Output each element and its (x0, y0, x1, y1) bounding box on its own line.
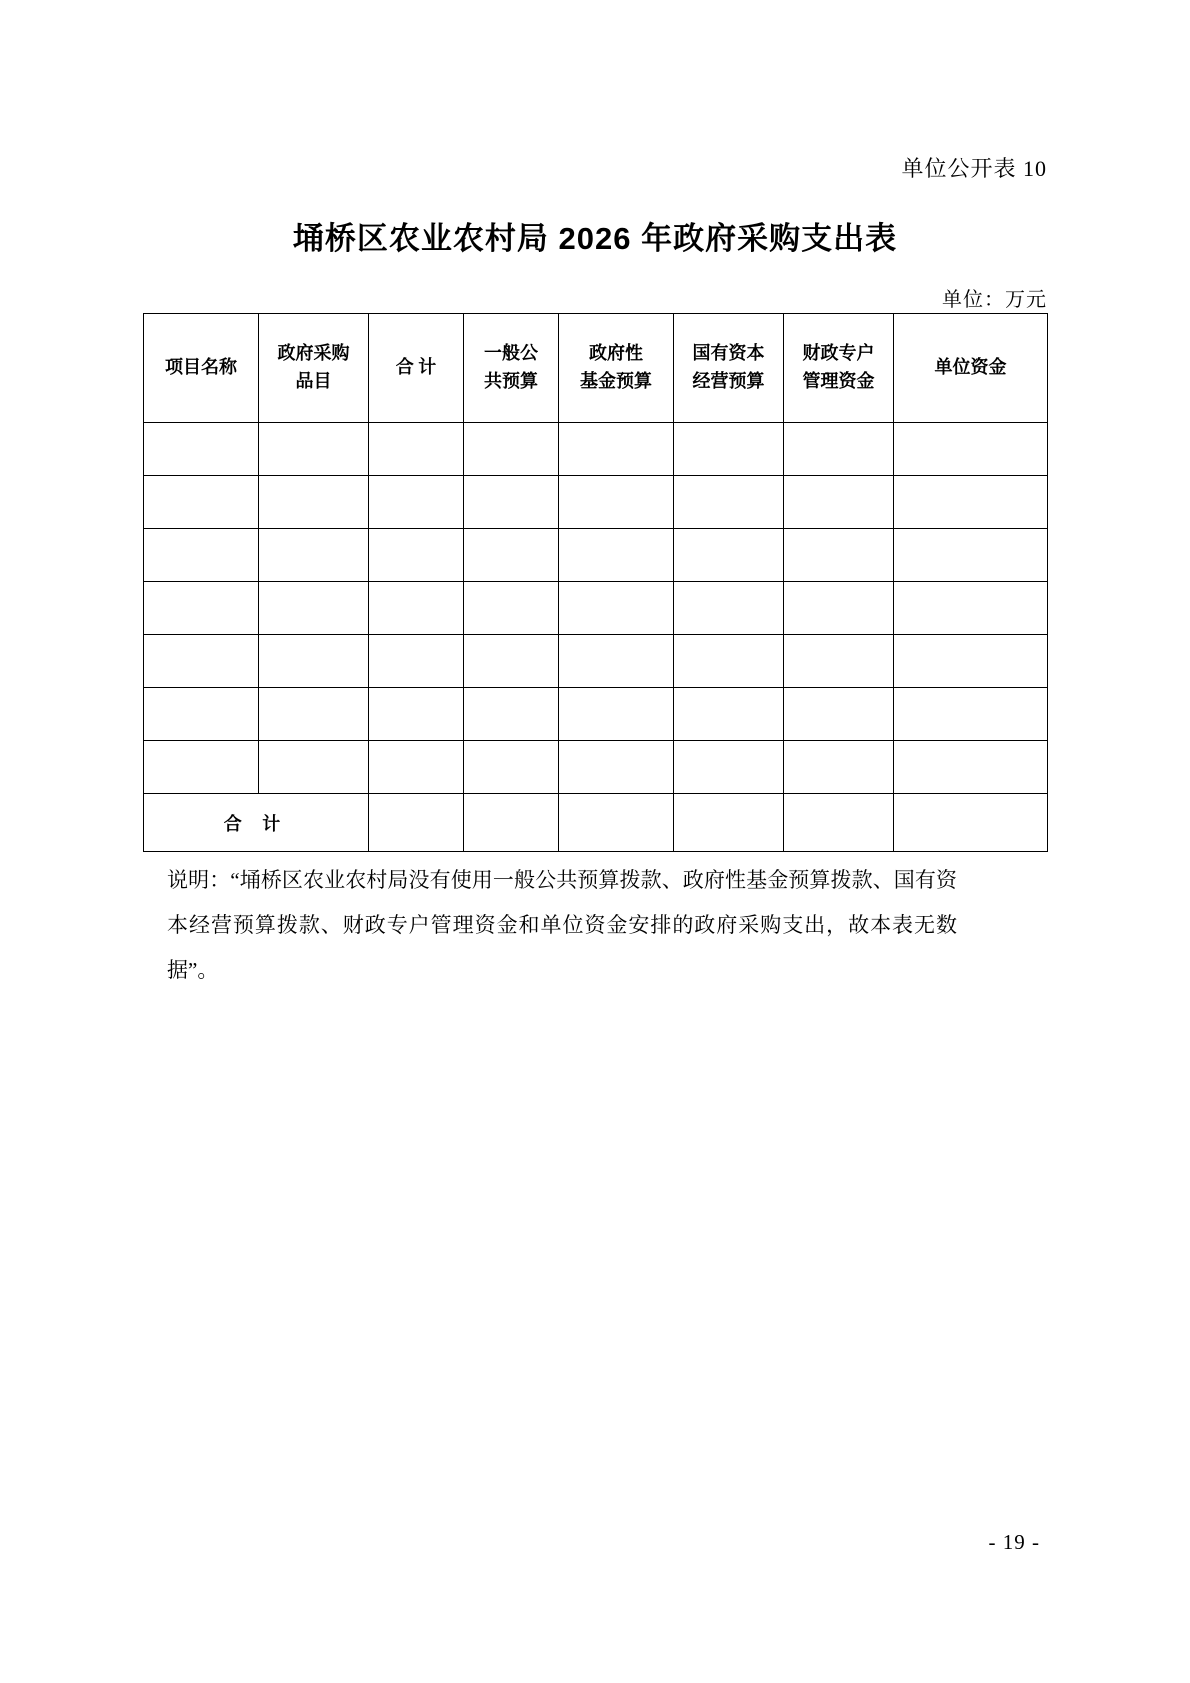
column-header (784, 314, 894, 423)
table-cell[interactable] (894, 529, 1048, 582)
table-cell[interactable] (369, 741, 464, 794)
table-cell[interactable] (784, 529, 894, 582)
table-cell[interactable] (784, 688, 894, 741)
table-cell[interactable] (369, 476, 464, 529)
table-cell[interactable] (144, 741, 259, 794)
table-cell[interactable] (464, 476, 559, 529)
procurement-expenditure-table (143, 313, 1048, 852)
table-cell[interactable] (894, 741, 1048, 794)
table-cell[interactable] (674, 741, 784, 794)
table-cell[interactable] (674, 529, 784, 582)
table-cell[interactable] (464, 635, 559, 688)
column-header-line: 项目名称 (165, 357, 237, 378)
column-header-line: 单位资金 (934, 357, 1007, 378)
table-cell[interactable] (894, 635, 1048, 688)
table-cell[interactable] (259, 476, 369, 529)
table-row (144, 582, 1048, 635)
table-header-row (144, 314, 1048, 423)
total-row-label: 合 计 (144, 794, 369, 852)
page-number: - 19 - (988, 1530, 1040, 1554)
currency-unit-label: 单位：万元 (942, 289, 1047, 311)
page-title: 埇桥区农业农村局 2026 年政府采购支出表 (292, 221, 898, 256)
table-cell[interactable] (894, 476, 1048, 529)
form-number-label: 单位公开表 10 (901, 156, 1047, 181)
column-header (144, 314, 259, 423)
table-cell[interactable] (464, 423, 559, 476)
column-header (259, 314, 369, 423)
table-cell[interactable] (144, 688, 259, 741)
table-cell[interactable] (559, 529, 674, 582)
total-row-cell[interactable] (464, 794, 559, 852)
procurement-expenditure-table-wrap (143, 313, 1047, 852)
table-row (144, 529, 1048, 582)
table-cell[interactable] (144, 529, 259, 582)
column-header-line: 品目 (295, 371, 332, 391)
column-header (559, 314, 674, 423)
table-cell[interactable] (559, 476, 674, 529)
table-cell[interactable] (674, 423, 784, 476)
table-cell[interactable] (369, 635, 464, 688)
table-cell[interactable] (259, 423, 369, 476)
total-row-cell[interactable] (894, 794, 1048, 852)
column-header (674, 314, 784, 423)
table-total-row (144, 794, 1048, 852)
table-cell[interactable] (259, 741, 369, 794)
total-row-cell[interactable] (369, 794, 464, 852)
table-cell[interactable] (559, 582, 674, 635)
table-cell[interactable] (784, 476, 894, 529)
table-cell[interactable] (144, 476, 259, 529)
table-cell[interactable] (559, 635, 674, 688)
table-note: 说明：“埇桥区农业农村局没有使用一般公共预算拨款、政府性基金预算拨款、国有资本经营预算拨款、财政专户管理资金和单位资金安排的政府采购支出，故本表无数据”。 (167, 868, 957, 983)
table-row (144, 688, 1048, 741)
column-header (369, 314, 464, 423)
table-cell[interactable] (559, 423, 674, 476)
table-cell[interactable] (784, 582, 894, 635)
table-cell[interactable] (464, 582, 559, 635)
table-row (144, 741, 1048, 794)
table-cell[interactable] (369, 423, 464, 476)
table-cell[interactable] (559, 688, 674, 741)
column-header (894, 314, 1048, 423)
table-cell[interactable] (894, 582, 1048, 635)
table-cell[interactable] (259, 529, 369, 582)
table-cell[interactable] (369, 529, 464, 582)
table-cell[interactable] (259, 688, 369, 741)
table-cell[interactable] (144, 423, 259, 476)
table-cell[interactable] (369, 688, 464, 741)
column-header-line: 一般公 (484, 343, 538, 364)
table-cell[interactable] (784, 423, 894, 476)
table-cell[interactable] (259, 635, 369, 688)
table-cell[interactable] (259, 582, 369, 635)
table-cell[interactable] (464, 529, 559, 582)
table-row (144, 423, 1048, 476)
column-header-line: 合 计 (395, 357, 437, 378)
table-cell[interactable] (784, 741, 894, 794)
table-cell[interactable] (674, 688, 784, 741)
table-cell[interactable] (464, 741, 559, 794)
column-header-line: 管理资金 (802, 371, 875, 391)
table-row (144, 635, 1048, 688)
column-header-line: 国有资本 (692, 343, 765, 364)
table-cell[interactable] (674, 635, 784, 688)
total-row-cell[interactable] (784, 794, 894, 852)
table-cell[interactable] (784, 635, 894, 688)
table-cell[interactable] (894, 423, 1048, 476)
table-cell[interactable] (894, 688, 1048, 741)
table-cell[interactable] (559, 741, 674, 794)
total-row-cell[interactable] (674, 794, 784, 852)
column-header-line: 政府采购 (277, 343, 350, 364)
column-header (464, 314, 559, 423)
table-cell[interactable] (674, 476, 784, 529)
column-header-line: 基金预算 (580, 371, 652, 391)
column-header-line: 财政专户 (802, 343, 875, 364)
table-cell[interactable] (369, 582, 464, 635)
table-cell[interactable] (674, 582, 784, 635)
total-row-cell[interactable] (559, 794, 674, 852)
column-header-line: 经营预算 (692, 371, 765, 391)
table-cell[interactable] (464, 688, 559, 741)
table-cell[interactable] (144, 635, 259, 688)
table-cell[interactable] (144, 582, 259, 635)
table-row (144, 476, 1048, 529)
column-header-line: 共预算 (484, 371, 538, 391)
column-header-line: 政府性 (589, 343, 643, 364)
